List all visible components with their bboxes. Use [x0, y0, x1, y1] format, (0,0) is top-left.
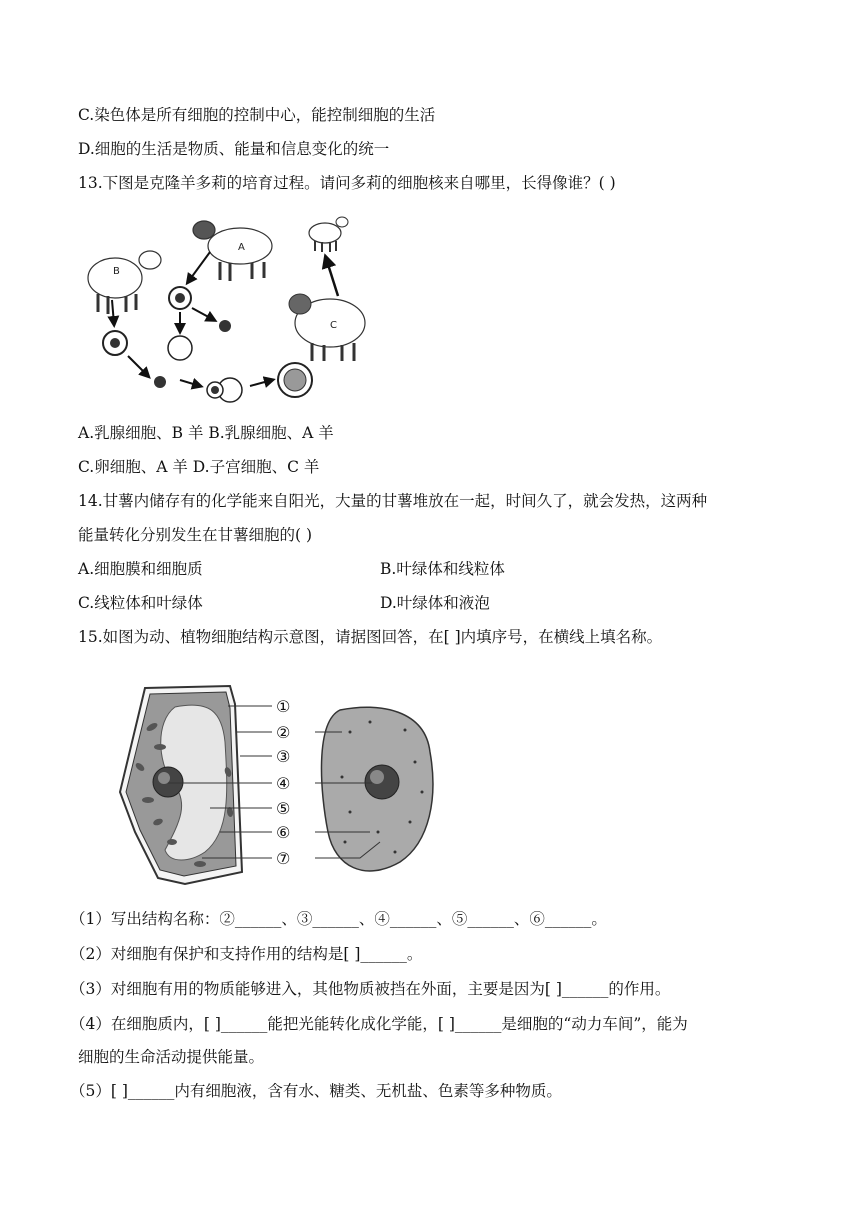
sheep-a-illustration: [193, 221, 272, 281]
sheep-b-illustration: [88, 251, 161, 314]
q15-sub1: （1）写出结构名称：②______、③______、④______、⑤______、⑥______。: [70, 910, 607, 928]
q15-sub4-line2: 细胞的生命活动提供能量。: [78, 1048, 265, 1066]
label-3: ③: [276, 747, 291, 766]
q14-option-a: A.细胞膜和细胞质: [78, 560, 203, 578]
q13-options-row2: C.卵细胞、A 羊 D.子宫细胞、C 羊: [78, 458, 320, 476]
q14-stem-line1: 14.甘薯内储存有的化学能来自阳光，大量的甘薯堆放在一起，时间久了，就会发热，这两种: [78, 492, 708, 510]
q15-sub4-line1: （4）在细胞质内，[ ]______能把光能转化成化学能，[ ]______是细胞的“动力车间”，能为: [70, 1015, 688, 1033]
q14-option-b: B.叶绿体和线粒体: [380, 560, 505, 578]
label-5: ⑤: [276, 799, 291, 818]
q13-options-row1: A.乳腺细胞、B 羊 B.乳腺细胞、A 羊: [78, 424, 334, 442]
animal-nucleus: [365, 765, 399, 799]
label-1: ①: [276, 697, 291, 716]
q14-stem-line2: 能量转化分别发生在甘薯细胞的( ): [78, 526, 313, 544]
dolly-lamb-illustration: [309, 217, 348, 252]
q15-sub2: （2）对细胞有保护和支持作用的结构是[ ]______。: [70, 945, 423, 963]
sheep-c-illustration: [289, 294, 365, 361]
q13-stem: 13.下图是克隆羊多莉的培育过程。请问多莉的细胞核来自哪里，长得像谁？( ): [78, 174, 616, 192]
sheep-c-label: C: [330, 320, 337, 331]
q14-option-c: C.线粒体和叶绿体: [78, 594, 203, 612]
q15-sub3: （3）对细胞有用的物质能够进入，其他物质被挡在外面，主要是因为[ ]______的作用。: [70, 980, 671, 998]
label-6: ⑥: [276, 823, 291, 842]
label-4: ④: [276, 774, 291, 793]
label-2: ②: [276, 723, 291, 742]
q15-stem: 15.如图为动、植物细胞结构示意图，请据图回答，在[ ]内填序号，在横线上填名称。: [78, 628, 663, 646]
prev-option-c: C.染色体是所有细胞的控制中心，能控制细胞的生活: [78, 106, 436, 124]
prev-option-d: D.细胞的生活是物质、能量和信息变化的统一: [78, 140, 390, 158]
sheep-b-label: B: [113, 266, 120, 277]
label-7: ⑦: [276, 849, 291, 868]
cloning-diagram: [80, 208, 380, 408]
q14-option-d: D.叶绿体和液泡: [380, 594, 490, 612]
q15-sub5: （5）[ ]______内有细胞液，含有水、糖类、无机盐、色素等多种物质。: [70, 1082, 562, 1100]
cell-structure-diagram: [110, 682, 450, 887]
sheep-a-label: A: [238, 242, 245, 253]
